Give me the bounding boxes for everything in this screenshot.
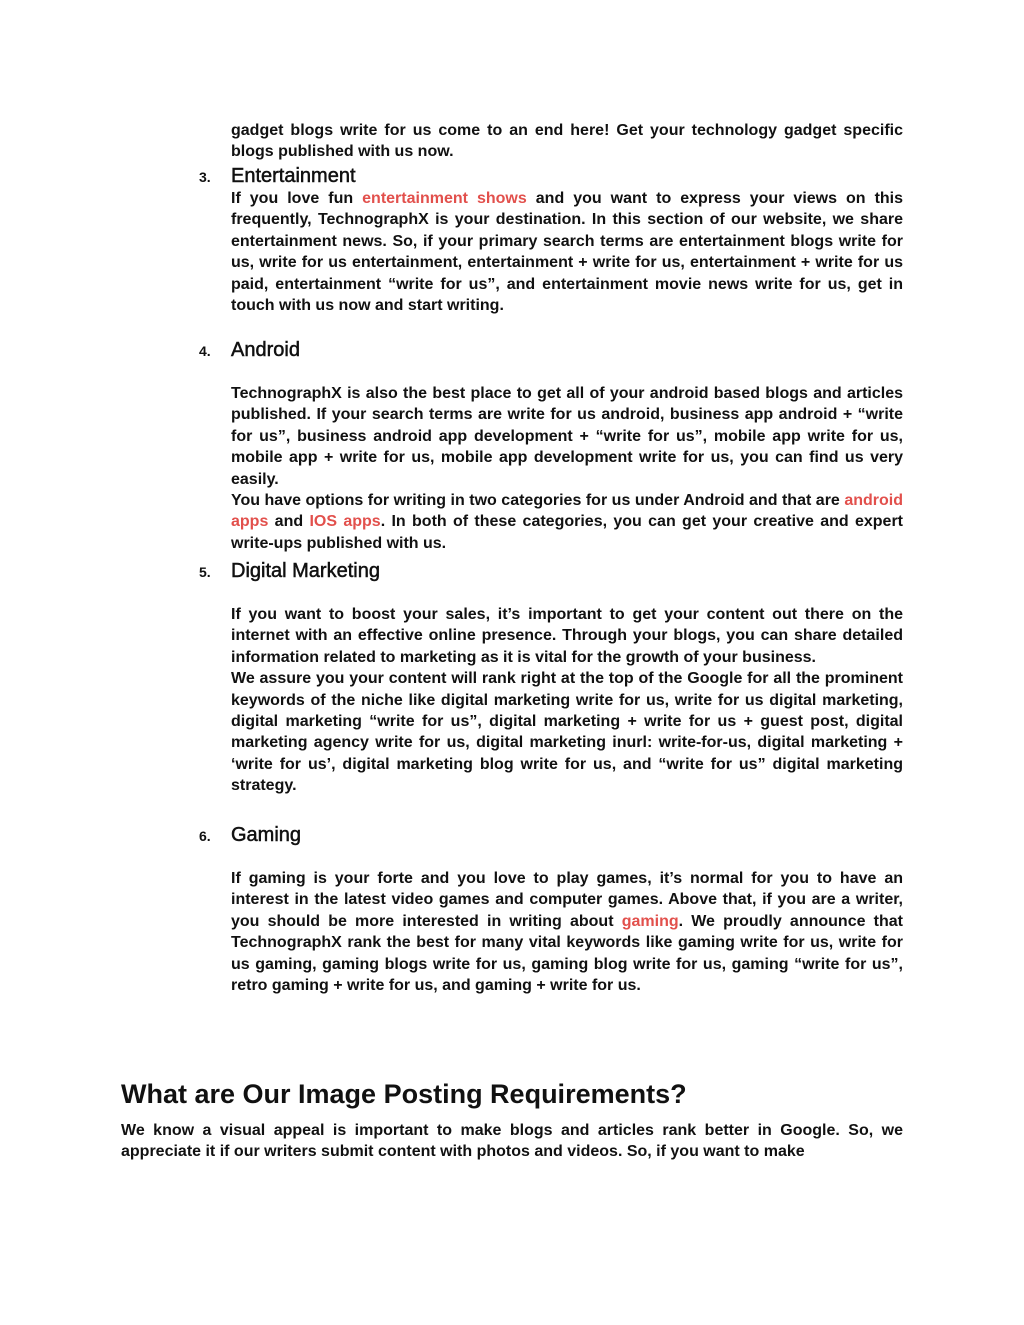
intro-paragraph: gadget blogs write for us come to an end here! Get your technology gadget specific blogs published with us now. [231,122,903,161]
text-run: . We proudly announce that TechnographX rank the best for many vital keywords like gaming write for us, write for us gaming, gaming blogs write for us, gaming blog write for us, gaming “write for us”, retro gaming + write for us, and gaming + write for us. [231,912,903,995]
section-title-digital-marketing: Digital Marketing [231,560,380,582]
text-run: and you want to express your views on this frequently, TechnographX is your destination. In this section of our website, we share entertainment news. So, if your primary search terms are entertainment blogs write for us, write for us entertainment, entertainment + write for us, entertainment + write for us paid, entertainment “write for us”, and entertainment movie news write for us, get in touch with us now and start writing. [231,190,904,315]
text-run: If gaming is your forte and you love to play games, it’s normal for you to have an interest in the latest video games and computer games. Above that, if you are a writer, you should be more interested in writing about [231,870,903,930]
section-title-android: Android [231,339,300,361]
list-item-digital-marketing [199,559,903,797]
section-title-entertainment: Entertainment [231,165,356,187]
spacer [199,847,903,868]
list-item-entertainment [199,164,903,316]
ios-apps-link[interactable]: IOS apps [309,513,381,531]
entertainment-shows-link[interactable]: entertainment shows [362,190,527,207]
android-apps-link[interactable]: android apps [231,492,903,531]
gaming-paragraph [231,868,903,996]
entertainment-paragraph [231,188,903,316]
gaming-link[interactable]: gaming [621,912,679,930]
text-run: . In both of these categories, you can get your creative and expert write-ups published with us. [231,513,904,552]
text-run: and [268,513,310,531]
digital-marketing-paragraph-2: We assure you your content will rank right at the top of the Google for all the prominent keywords of the niche like digital marketing write for us, write for us digital marketing, digital marketing “write for us”, digital marketing + write for us + guest post, digital marketing agency write for us, digital marketing inurl: write-for-us, digital marketing + ‘write for us’, digital marketing blog write for us, and “write for us” digital marketing strategy. [231,670,903,795]
digital-marketing-paragraph-1: If you want to boost your sales, it’s important to get your content out there on the internet with an effective online presence. Through your blogs, you can share detailed information related to marketing as it is vital for the growth of your business. [231,606,903,666]
list-item-gaming [199,823,903,996]
list-number: 5. [199,564,211,580]
text-run: You have options for writing in two categories for us under Android and that are [231,492,845,510]
outro-paragraph: We know a visual appeal is important to make blogs and articles rank better in Google. So, we appreciate it if our writers submit content with photos and videos. So, if you want to make [121,1122,903,1161]
spacer [199,583,903,604]
list-number: 6. [199,828,211,844]
list-number: 4. [199,343,211,359]
section-title-gaming: Gaming [231,824,302,846]
text-run: If you love fun [231,190,363,207]
android-paragraph-2 [231,490,903,554]
section-heading: What are Our Image Posting Requirements? [121,1079,687,1109]
android-paragraph-1: TechnographX is also the best place to get all of your android based blogs and articles published. If your search terms are write for us android, business app android + “write for us”, business android app development + “write for us”, mobile app write for us, mobile app + write for us, mobile app development write for us, you can find us very easily. [231,385,903,488]
spacer [199,362,903,383]
list-number: 3. [199,169,211,185]
list-item-android [199,338,903,554]
